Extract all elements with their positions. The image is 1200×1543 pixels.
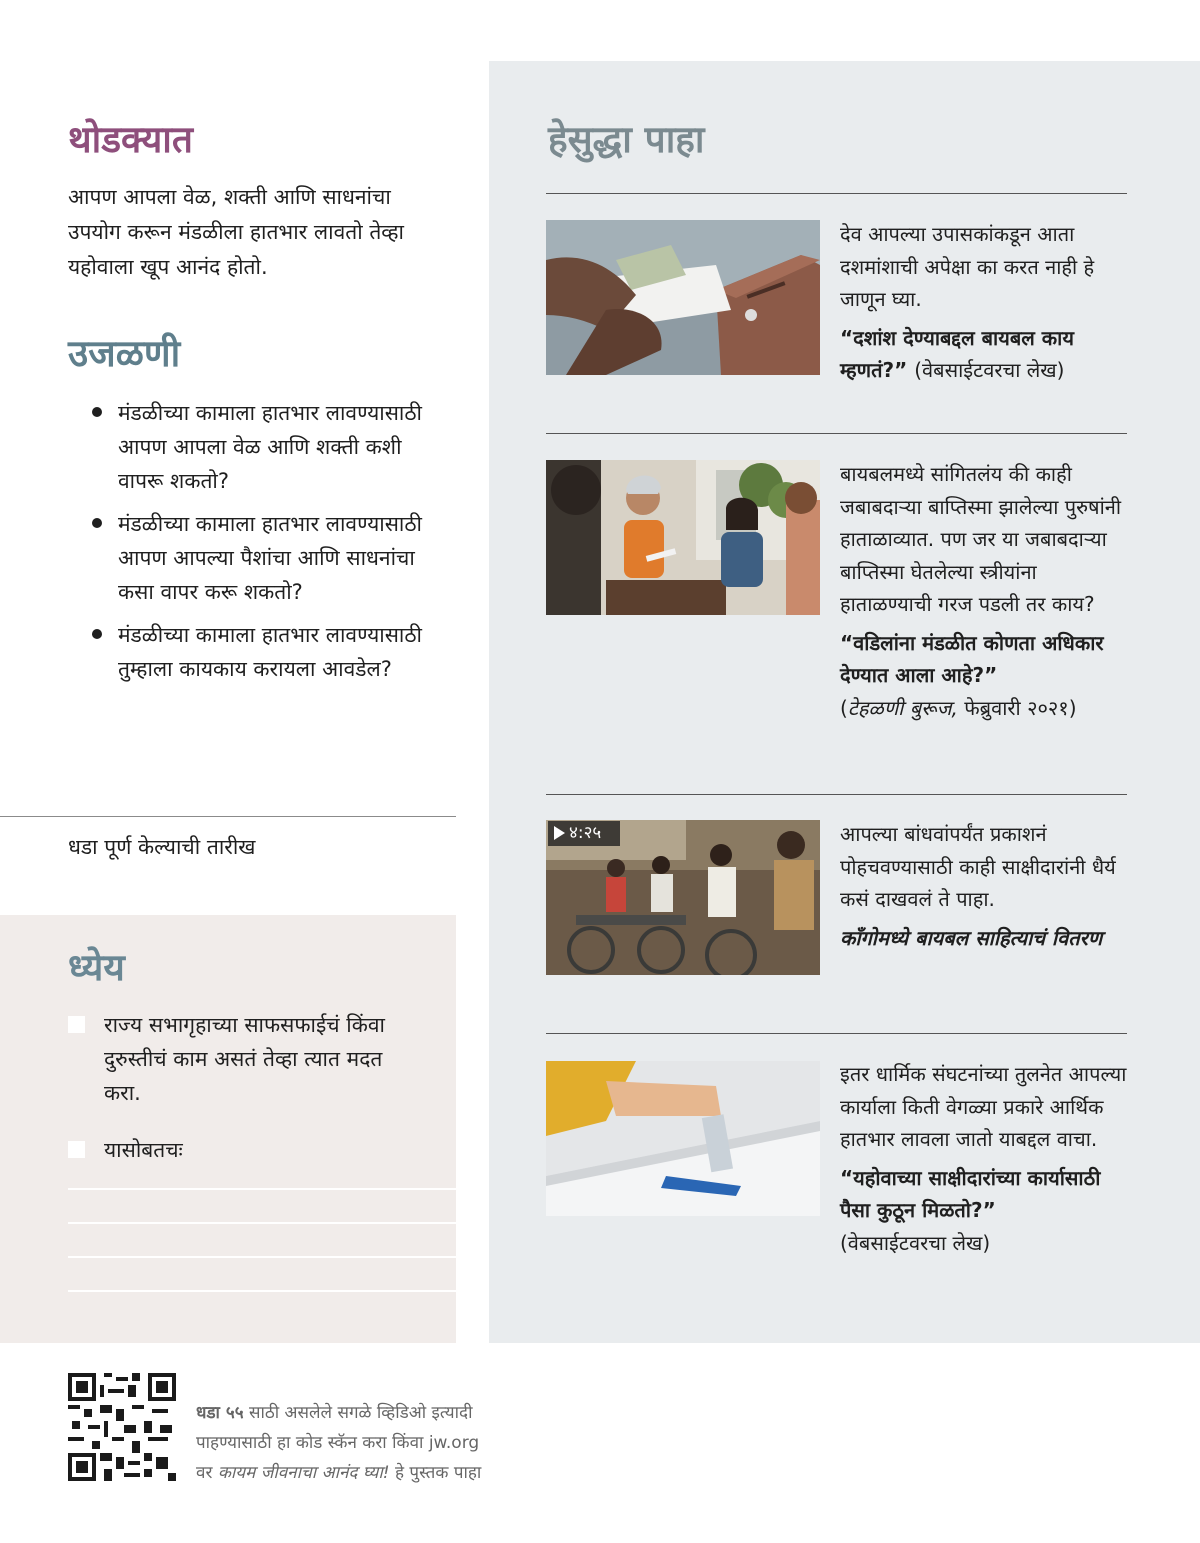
review-list <box>90 396 430 695</box>
lesson-number: धडा ५५ <box>196 1403 244 1423</box>
goal-item-text: यासोबतचः <box>104 1138 183 1162</box>
completion-date-label: धडा पूर्ण केल्याची तारीख <box>68 835 256 859</box>
goal-item <box>68 1008 404 1110</box>
review-question: मंडळीच्या कामाला हातभार लावण्यासाठी आपण आपला वेळ आणि शक्ती कशी वापरू शकतो? <box>90 396 430 498</box>
goal-heading: ध्येय <box>68 946 125 989</box>
entry-source: (टेहळणी बुरूज, फेब्रुवारी २०२१) <box>840 695 1077 720</box>
divider <box>546 433 1127 434</box>
sisters-study-image[interactable] <box>546 460 820 615</box>
entry-description: बायबलमध्ये सांगितलंय की काही जबाबदाऱ्या बाप्तिस्मा झालेल्या पुरुषांनी हाताळाव्यात. पण जर या जबाबदाऱ्या बाप्तिस्मा घेतलेल्या स्त्रीयांना हाताळण्याची गरज पडली तर काय? <box>840 462 1122 616</box>
play-icon <box>554 826 565 840</box>
entry-source: (वेबसाईटवरचा लेख) <box>914 358 1065 382</box>
bullet-icon <box>92 518 102 528</box>
summary-heading: थोडक्यात <box>68 118 193 161</box>
tithe-envelope-image[interactable] <box>546 220 820 375</box>
goal-checkbox[interactable] <box>68 1141 85 1158</box>
entry-source: (वेबसाईटवरचा लेख) <box>840 1230 991 1255</box>
entry-title[interactable]: “वडिलांना मंडळीत कोणता अधिकार देण्यात आला आहे?” <box>840 630 1104 687</box>
review-question: मंडळीच्या कामाला हातभार लावण्यासाठी तुम्हाला कायकाय करायला आवडेल? <box>90 618 430 686</box>
write-in-line[interactable] <box>68 1256 456 1258</box>
write-in-line[interactable] <box>68 1222 456 1224</box>
video-duration-badge: ४:२५ <box>548 821 620 846</box>
qr-code-icon[interactable] <box>68 1373 176 1481</box>
write-in-line[interactable] <box>68 1290 456 1292</box>
review-question: मंडळीच्या कामाला हातभार लावण्यासाठी आपण आपल्या पैशांचा आणि साधनांचा कसा वापर करू शकतो? <box>90 507 430 609</box>
divider <box>546 193 1127 194</box>
entry-description: देव आपल्या उपासकांकडून आता दशमांशाची अपेक्षा का करत नाही हे जाणून घ्या. <box>840 222 1095 311</box>
write-in-line[interactable] <box>68 1188 456 1190</box>
bullet-icon <box>92 629 102 639</box>
entry-title[interactable]: “यहोवाच्या साक्षीदारांच्या कार्यासाठी पैसा कुठून मिळतो?” <box>840 1165 1101 1222</box>
review-heading: उजळणी <box>68 332 181 375</box>
donation-box-image[interactable] <box>546 1061 820 1216</box>
see-also-entry <box>840 458 1130 724</box>
entry-description: इतर धार्मिक संघटनांच्या तुलनेत आपल्या कार्याला किती वेगळ्या प्रकारे आर्थिक हातभार लावला जातो याबद्दल वाचा. <box>840 1062 1127 1151</box>
magazine-name: टेहळणी बुरूज, <box>847 695 958 720</box>
divider <box>0 816 456 817</box>
see-also-entry <box>840 1058 1130 1259</box>
summary-text: आपण आपला वेळ, शक्ती आणि साधनांचा उपयोग करून मंडळीला हातभार लावतो तेव्हा यहोवाला खूप आनंद होतो. <box>68 185 404 279</box>
entry-link-title[interactable] <box>840 322 1130 387</box>
goal-item <box>68 1133 404 1167</box>
goal-checkbox[interactable] <box>68 1016 85 1033</box>
divider <box>546 1033 1127 1034</box>
book-title: कायम जीवनाचा आनंद घ्या! <box>217 1463 390 1483</box>
see-also-heading: हेसुद्धा पाहा <box>548 118 705 161</box>
video-title[interactable]: काँगोमध्ये बायबल साहित्याचं वितरण <box>840 925 1103 950</box>
see-also-entry <box>840 818 1130 954</box>
bullet-icon <box>92 407 102 417</box>
see-also-entry <box>840 218 1130 387</box>
entry-title[interactable]: “दशांश देण्याबद्दल बायबल काय म्हणतं?” <box>840 325 1074 382</box>
entry-description: आपल्या बांधवांपर्यंत प्रकाशनं पोहचवण्यासाठी काही साक्षीदारांनी धैर्य कसं दाखवलं ते पाहा. <box>840 822 1116 911</box>
footer-text: धडा ५५ साठी असलेले सगळे व्हिडिओ इत्यादी पाहण्यासाठी हा कोड स्कॅन करा किंवा jw.org वर कायम जीवनाचा आनंद घ्या! हे पुस्तक पाहा <box>196 1403 482 1483</box>
divider <box>546 794 1127 795</box>
goal-item-text: राज्य सभागृहाच्या साफसफाईचं किंवा दुरुस्तीचं काम असतं तेव्हा त्यात मदत करा. <box>104 1013 385 1105</box>
